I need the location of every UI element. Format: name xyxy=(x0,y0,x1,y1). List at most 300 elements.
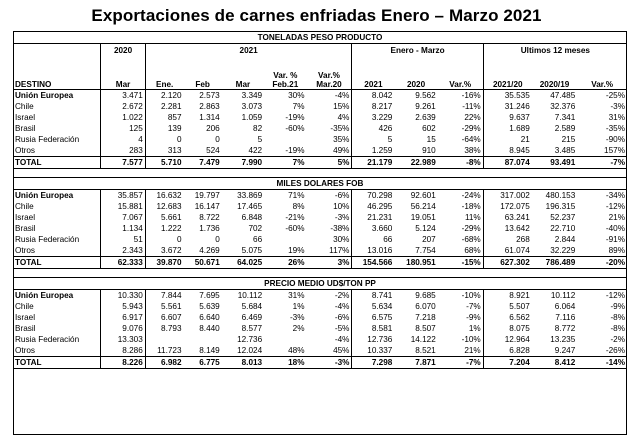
export-table xyxy=(13,31,627,369)
value-cell: 19.797 xyxy=(184,190,222,202)
value-cell: 11% xyxy=(438,212,483,223)
value-cell: 9.261 xyxy=(415,102,436,111)
column-header: 2021 xyxy=(352,57,394,90)
value-cell: 6.848 xyxy=(241,213,263,222)
value-cell: 5.639 xyxy=(199,302,220,311)
value-cell: 6.469 xyxy=(241,313,263,322)
value-cell: 1.022 xyxy=(101,112,145,123)
table-row xyxy=(13,223,627,234)
value-cell xyxy=(264,234,306,245)
value-cell: 93.491 xyxy=(532,157,577,169)
year-header-row xyxy=(13,44,627,58)
value-cell: 1% xyxy=(292,302,305,311)
total-row xyxy=(13,257,627,269)
value-cell: -35% xyxy=(605,124,625,133)
value-cell: 268 xyxy=(516,235,530,244)
value-cell: 910 xyxy=(422,146,436,155)
value-cell: -2% xyxy=(610,335,625,344)
destino-cell: Rusia Federación xyxy=(13,234,101,245)
value-cell: -3% xyxy=(610,102,625,111)
value-cell: 10.330 xyxy=(101,290,145,302)
value-cell: 5.710 xyxy=(145,157,183,169)
year-2021: 2021 xyxy=(145,44,352,58)
value-cell: 1.314 xyxy=(199,113,220,122)
value-cell: -26% xyxy=(605,346,625,355)
year-2020: 2020 xyxy=(101,44,145,58)
destino-cell: Rusia Federación xyxy=(13,134,101,145)
value-cell: 5.634 xyxy=(371,302,393,311)
value-cell xyxy=(264,134,306,145)
destino-cell: Otros xyxy=(13,145,101,157)
table-body xyxy=(13,32,627,369)
table-row xyxy=(13,312,627,323)
value-cell: -10% xyxy=(438,290,483,302)
value-cell: 3.349 xyxy=(222,90,264,102)
value-cell: 0 xyxy=(215,135,220,144)
value-cell: 5% xyxy=(307,157,352,169)
value-cell: 30% xyxy=(307,234,352,245)
value-cell: 786.489 xyxy=(532,257,577,269)
value-cell: -6% xyxy=(307,312,352,323)
value-cell: 32.229 xyxy=(550,246,576,255)
destino-cell: Chile xyxy=(13,301,101,312)
value-cell: 1.134 xyxy=(101,223,145,234)
value-cell: 18% xyxy=(264,357,306,369)
table-row xyxy=(13,145,627,157)
value-cell: 0 xyxy=(215,235,220,244)
value-cell: -25% xyxy=(577,90,627,102)
value-cell: 33.869 xyxy=(222,190,264,202)
column-header: Feb xyxy=(184,57,222,90)
destino-cell: Brasil xyxy=(13,223,101,234)
value-cell: 7.341 xyxy=(554,113,576,122)
value-cell: 524 xyxy=(206,146,220,155)
destino-cell: Otros xyxy=(13,345,101,357)
value-cell: 5.561 xyxy=(161,302,182,311)
value-cell: -34% xyxy=(577,190,627,202)
table-row xyxy=(13,123,627,134)
value-cell: -91% xyxy=(605,235,625,244)
value-cell: -4% xyxy=(307,334,352,345)
value-cell: 92.601 xyxy=(394,190,437,202)
value-cell: -19% xyxy=(285,146,305,155)
value-cell: 10% xyxy=(307,201,352,212)
value-cell: 0 xyxy=(176,235,182,244)
value-cell: -29% xyxy=(438,123,483,134)
table-row xyxy=(13,234,627,245)
value-cell: 8.412 xyxy=(532,357,577,369)
period-ultimos-12: Ultimos 12 meses xyxy=(520,46,590,55)
value-cell: 16.147 xyxy=(194,202,220,211)
value-cell: 15.881 xyxy=(101,201,145,212)
value-cell: 1.222 xyxy=(161,224,182,233)
value-cell: 5.075 xyxy=(241,246,263,255)
total-row xyxy=(13,357,627,369)
value-cell: 49% xyxy=(307,145,352,157)
value-cell: 7.204 xyxy=(483,357,532,369)
destino-cell: Rusia Federación xyxy=(13,334,101,345)
value-cell: 5 xyxy=(257,135,263,144)
section-heading-row xyxy=(13,32,627,44)
value-cell: 6.607 xyxy=(161,313,182,322)
destino-cell: TOTAL xyxy=(13,357,101,369)
destino-cell: TOTAL xyxy=(13,157,101,169)
section-heading: PRECIO MEDIO UD$/TON PP xyxy=(13,278,627,290)
value-cell: -3% xyxy=(289,313,305,322)
value-cell: 48% xyxy=(288,346,305,355)
value-cell: -3% xyxy=(307,212,352,223)
value-cell: -40% xyxy=(605,224,625,233)
value-cell: 4.269 xyxy=(199,246,220,255)
value-cell: -3% xyxy=(307,357,352,369)
value-cell: 1% xyxy=(438,323,483,334)
value-cell: -35% xyxy=(307,123,352,134)
spacer xyxy=(13,269,627,278)
table-row xyxy=(13,134,627,145)
value-cell: -11% xyxy=(438,101,483,112)
value-cell: 8.226 xyxy=(101,357,145,369)
value-cell: 702 xyxy=(248,224,263,233)
column-header: 2020/19 xyxy=(532,57,577,90)
value-cell: 8.217 xyxy=(371,102,393,111)
value-cell: 14.122 xyxy=(410,335,436,344)
value-cell: 21% xyxy=(608,213,625,222)
value-cell: 8.577 xyxy=(241,324,263,333)
value-cell: -68% xyxy=(438,234,483,245)
value-cell: 7.990 xyxy=(222,157,264,169)
value-cell: 9.076 xyxy=(101,323,145,334)
value-cell: -4% xyxy=(307,90,352,102)
value-cell: 172.075 xyxy=(500,202,530,211)
table-row xyxy=(13,323,627,334)
value-cell: 13.016 xyxy=(367,246,393,255)
value-cell: 71% xyxy=(264,190,306,202)
value-cell: 627.302 xyxy=(483,257,532,269)
value-cell: 3.660 xyxy=(371,224,393,233)
value-cell: 45% xyxy=(307,345,352,357)
column-header: Mar xyxy=(101,57,145,90)
value-cell: 11.723 xyxy=(157,346,182,355)
value-cell: 154.566 xyxy=(352,257,394,269)
value-cell: -9% xyxy=(438,312,483,323)
value-cell: 2.589 xyxy=(554,124,576,133)
value-cell: 6.982 xyxy=(145,357,183,369)
table-row xyxy=(13,90,627,102)
value-cell: 15% xyxy=(307,101,352,112)
value-cell: -2% xyxy=(307,290,352,302)
value-cell: 317.002 xyxy=(483,190,532,202)
value-cell: 16.632 xyxy=(145,190,183,202)
column-header: Mar xyxy=(222,57,264,90)
value-cell: 32.376 xyxy=(550,102,576,111)
spacer-row xyxy=(13,269,627,278)
value-cell: 31.246 xyxy=(504,102,530,111)
value-cell: 3.672 xyxy=(161,246,182,255)
table-row xyxy=(13,245,627,257)
value-cell: 602 xyxy=(422,124,436,133)
table-row xyxy=(13,290,627,302)
section-heading: MILES DOLARES FOB xyxy=(13,178,627,190)
value-cell: 9.685 xyxy=(394,290,437,302)
value-cell: 22.710 xyxy=(550,224,576,233)
value-cell: 35.857 xyxy=(101,190,145,202)
value-cell: 6.070 xyxy=(415,302,436,311)
value-cell: 6.828 xyxy=(509,346,530,355)
value-cell: 35% xyxy=(307,134,352,145)
value-cell: 207 xyxy=(422,235,436,244)
value-cell: 7.218 xyxy=(415,313,436,322)
value-cell: 8.507 xyxy=(415,324,436,333)
table-row xyxy=(13,201,627,212)
value-cell: 17.465 xyxy=(237,202,263,211)
value-cell: 8.945 xyxy=(509,146,530,155)
value-cell: -29% xyxy=(438,223,483,234)
value-cell: 6.775 xyxy=(184,357,222,369)
value-cell: -8% xyxy=(610,313,625,322)
value-cell: 5.661 xyxy=(161,213,182,222)
value-cell: 35.535 xyxy=(483,90,532,102)
value-cell: -60% xyxy=(285,124,305,133)
destino-cell: Unión Europea xyxy=(13,290,101,302)
value-cell: 12.964 xyxy=(504,335,530,344)
value-cell: 30% xyxy=(264,90,306,102)
value-cell: 8% xyxy=(292,202,305,211)
value-cell: 8.042 xyxy=(352,90,394,102)
value-cell: 7.695 xyxy=(184,290,222,302)
value-cell: 2% xyxy=(292,324,305,333)
column-header: Var.% Mar.20 xyxy=(307,57,352,90)
column-header: Var.% xyxy=(577,57,627,90)
value-cell: -38% xyxy=(307,223,352,234)
value-cell xyxy=(145,334,183,345)
value-cell: 87.074 xyxy=(483,157,532,169)
table-row xyxy=(13,101,627,112)
value-cell: 7% xyxy=(292,102,305,111)
value-cell: 13.642 xyxy=(504,224,530,233)
value-cell: 89% xyxy=(608,246,625,255)
value-cell: 206 xyxy=(206,124,220,133)
value-cell: -5% xyxy=(307,323,352,334)
value-cell: -12% xyxy=(577,290,627,302)
value-cell: 180.951 xyxy=(394,257,437,269)
value-cell: 9.637 xyxy=(509,113,530,122)
value-cell: 2.343 xyxy=(101,245,145,257)
value-cell: 13.303 xyxy=(101,334,145,345)
value-cell: 8.075 xyxy=(509,324,530,333)
section-heading-row xyxy=(13,178,627,190)
value-cell: 8.772 xyxy=(554,324,576,333)
value-cell: 21.231 xyxy=(367,213,393,222)
value-cell: 39.870 xyxy=(145,257,183,269)
table-row xyxy=(13,190,627,202)
value-cell: 9.562 xyxy=(394,90,437,102)
value-cell: 215 xyxy=(561,135,576,144)
value-cell: 2.844 xyxy=(554,235,576,244)
value-cell: 10.112 xyxy=(532,290,577,302)
value-cell: -20% xyxy=(577,257,627,269)
value-cell: 426 xyxy=(378,124,393,133)
value-cell: 19% xyxy=(288,246,305,255)
value-cell: 6.575 xyxy=(371,313,393,322)
value-cell: 8.521 xyxy=(415,346,436,355)
value-cell: 196.315 xyxy=(545,202,576,211)
value-cell: 2.639 xyxy=(415,113,436,122)
table-row xyxy=(13,112,627,123)
value-cell: -7% xyxy=(438,301,483,312)
value-cell: 8.581 xyxy=(371,324,393,333)
value-cell: 50.671 xyxy=(184,257,222,269)
table-row xyxy=(13,334,627,345)
value-cell: -4% xyxy=(307,301,352,312)
value-cell: -21% xyxy=(285,213,305,222)
value-cell: -12% xyxy=(605,202,625,211)
value-cell: 157% xyxy=(604,146,625,155)
value-cell: 8.286 xyxy=(101,345,145,357)
value-cell: 12.736 xyxy=(367,335,393,344)
value-cell: -64% xyxy=(438,134,483,145)
value-cell: 2.672 xyxy=(101,101,145,112)
value-cell: 12.024 xyxy=(237,346,263,355)
destino-cell: Unión Europea xyxy=(13,90,101,102)
value-cell: 8.793 xyxy=(161,324,182,333)
value-cell: 56.214 xyxy=(410,202,436,211)
value-cell: 7% xyxy=(264,157,306,169)
value-cell: 1.059 xyxy=(241,113,263,122)
destino-cell: Unión Europea xyxy=(13,190,101,202)
value-cell: 31% xyxy=(264,290,306,302)
value-cell: 6.640 xyxy=(199,313,220,322)
table-row xyxy=(13,212,627,223)
value-cell: 313 xyxy=(167,146,182,155)
value-cell: 283 xyxy=(101,145,145,157)
value-cell: -15% xyxy=(438,257,483,269)
value-cell: -18% xyxy=(438,201,483,212)
value-cell: 3.471 xyxy=(101,90,145,102)
value-cell: 7.298 xyxy=(352,357,394,369)
destino-cell: Israel xyxy=(13,212,101,223)
report-title: Exportaciones de carnes enfriadas Enero – Marzo 2021 xyxy=(91,6,542,25)
column-header: Ene. xyxy=(145,57,183,90)
value-cell: -24% xyxy=(438,190,483,202)
table-row xyxy=(13,345,627,357)
destino-cell: Otros xyxy=(13,245,101,257)
value-cell: 857 xyxy=(167,113,182,122)
column-header: 2020 xyxy=(394,57,437,90)
value-cell: 51 xyxy=(101,234,145,245)
value-cell: 8.722 xyxy=(199,213,220,222)
value-cell: 5.507 xyxy=(509,302,530,311)
value-cell: 8.741 xyxy=(352,290,394,302)
value-cell: -7% xyxy=(438,357,483,369)
value-cell: -90% xyxy=(605,135,625,144)
value-cell: 70.298 xyxy=(352,190,394,202)
value-cell xyxy=(184,334,222,345)
section-heading-row xyxy=(13,278,627,290)
value-cell xyxy=(264,334,306,345)
value-cell: 15 xyxy=(426,135,436,144)
section-heading: TONELADAS PESO PRODUCTO xyxy=(13,32,627,44)
column-header-row xyxy=(13,57,627,90)
value-cell: -10% xyxy=(438,334,483,345)
value-cell: 117% xyxy=(307,245,352,257)
value-cell: 82 xyxy=(253,124,263,133)
value-cell: 1.259 xyxy=(371,146,393,155)
value-cell: 4 xyxy=(101,134,145,145)
value-cell: 4% xyxy=(307,112,352,123)
value-cell: -7% xyxy=(577,157,627,169)
value-cell: 61.074 xyxy=(504,246,530,255)
value-cell: 5 xyxy=(387,135,393,144)
value-cell: 7.577 xyxy=(101,157,145,169)
spacer-row xyxy=(13,169,627,178)
value-cell: 6.562 xyxy=(509,313,530,322)
value-cell: 52.237 xyxy=(550,213,576,222)
value-cell: -60% xyxy=(285,224,305,233)
value-cell: 21.179 xyxy=(352,157,394,169)
value-cell: 21 xyxy=(520,135,530,144)
destino-cell: Israel xyxy=(13,312,101,323)
value-cell: 26% xyxy=(264,257,306,269)
value-cell: 5.943 xyxy=(101,301,145,312)
total-row xyxy=(13,157,627,169)
value-cell: -9% xyxy=(610,302,625,311)
value-cell: -14% xyxy=(577,357,627,369)
value-cell: 422 xyxy=(248,146,263,155)
value-cell: 47.485 xyxy=(532,90,577,102)
value-cell: 3% xyxy=(307,257,352,269)
value-cell: 8.921 xyxy=(483,290,532,302)
value-cell: 3.073 xyxy=(241,102,263,111)
value-cell: 2.863 xyxy=(199,102,220,111)
value-cell: 6.064 xyxy=(554,302,576,311)
value-cell: 31% xyxy=(608,113,625,122)
destino-cell: Chile xyxy=(13,101,101,112)
value-cell: -6% xyxy=(307,190,352,202)
value-cell: 38% xyxy=(438,145,483,157)
value-cell: 12.683 xyxy=(156,202,182,211)
value-cell: 480.153 xyxy=(532,190,577,202)
value-cell: 0 xyxy=(176,135,182,144)
value-cell: 2.573 xyxy=(184,90,222,102)
value-cell: 7.871 xyxy=(394,357,437,369)
value-cell: 68% xyxy=(438,245,483,257)
value-cell: -19% xyxy=(285,113,305,122)
value-cell: 66 xyxy=(383,235,393,244)
value-cell: 64.025 xyxy=(222,257,264,269)
value-cell: 2.120 xyxy=(145,90,183,102)
value-cell: 1.736 xyxy=(199,224,220,233)
value-cell: 8.013 xyxy=(222,357,264,369)
value-cell: 5.124 xyxy=(415,224,436,233)
value-cell: 1.689 xyxy=(509,124,530,133)
spacer xyxy=(13,169,627,178)
destino-cell: Israel xyxy=(13,112,101,123)
value-cell: 6.917 xyxy=(101,312,145,323)
table-row xyxy=(13,301,627,312)
value-cell: 10.112 xyxy=(222,290,264,302)
value-cell: 13.235 xyxy=(550,335,576,344)
value-cell: 2.281 xyxy=(161,102,182,111)
column-header: Var. % Feb.21 xyxy=(264,57,306,90)
destino-cell: Brasil xyxy=(13,323,101,334)
value-cell: 125 xyxy=(101,123,145,134)
value-cell: 8.440 xyxy=(199,324,220,333)
value-cell: 8.149 xyxy=(199,346,220,355)
value-cell: 7.067 xyxy=(101,212,145,223)
value-cell: 22% xyxy=(438,112,483,123)
column-header: 2021/20 xyxy=(483,57,532,90)
value-cell: 7.844 xyxy=(145,290,183,302)
